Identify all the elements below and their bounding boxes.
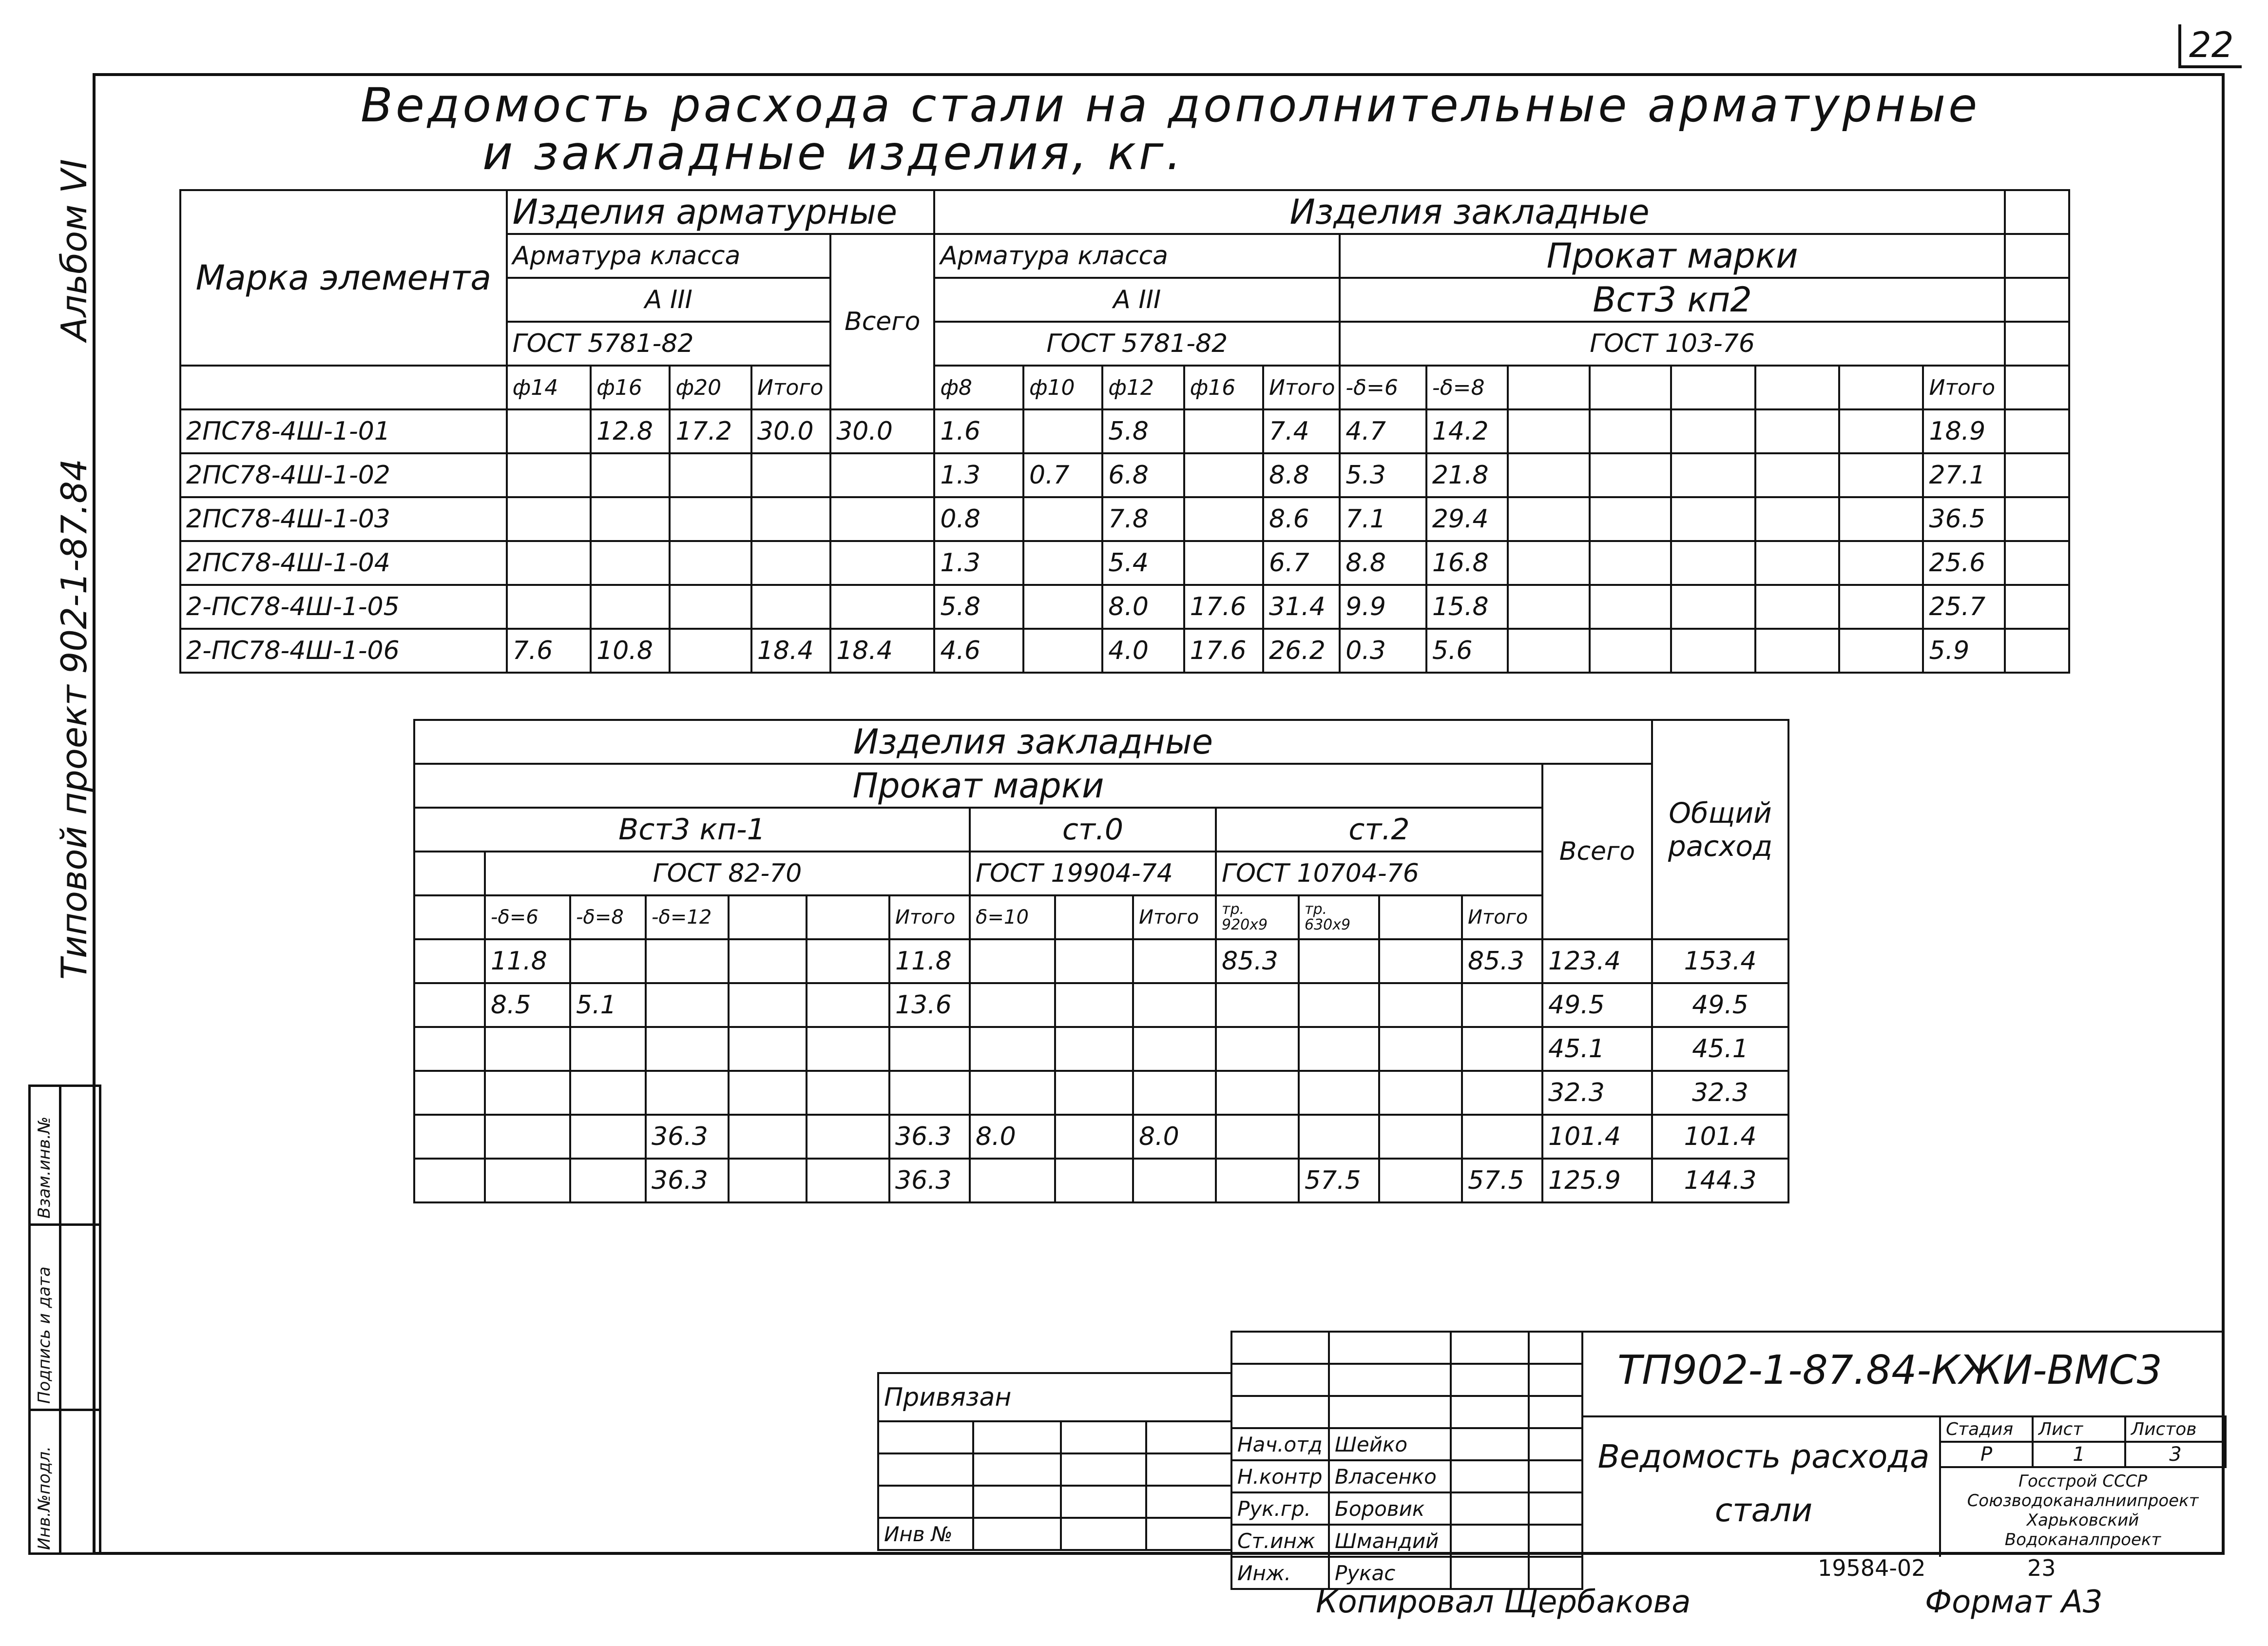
value-cell: 11.8 — [889, 939, 970, 983]
value-cell — [1055, 939, 1133, 983]
value-cell — [1216, 983, 1299, 1027]
col-header: тр. 630х9 — [1299, 895, 1379, 939]
steel-table-lower — [413, 719, 1789, 1203]
rolled-mark-label: Прокат марки — [1340, 234, 2005, 278]
value-cell — [1216, 1115, 1299, 1159]
table-row — [180, 497, 2069, 541]
value-cell — [1216, 1071, 1299, 1115]
value-cell: 17.6 — [1184, 629, 1263, 673]
value-cell — [646, 1071, 729, 1115]
value-cell — [807, 1115, 889, 1159]
value-cell: 8.6 — [1263, 497, 1340, 541]
signature-date-label: Подпись и дата — [35, 1266, 54, 1404]
value-cell — [670, 497, 751, 541]
person: Власенко — [1329, 1460, 1451, 1492]
gost-rebar-label: ГОСТ 5781-82 — [507, 322, 831, 366]
col-header: ф14 — [507, 366, 591, 409]
value-cell — [1462, 1115, 1542, 1159]
value-cell — [807, 1159, 889, 1202]
value-cell — [970, 1027, 1055, 1071]
value-cell: 1.6 — [934, 409, 1023, 453]
value-cell — [507, 453, 591, 497]
person: Боровик — [1329, 1492, 1451, 1525]
value-cell: 85.3 — [1216, 939, 1299, 983]
gost-10704-76: ГОСТ 10704-76 — [1216, 852, 1542, 895]
col-header: ф12 — [1102, 366, 1184, 409]
value-cell — [1299, 1115, 1379, 1159]
value-cell — [591, 453, 670, 497]
table-row — [414, 1027, 1788, 1071]
value-cell: 17.2 — [670, 409, 751, 453]
roles-box — [1230, 1331, 1583, 1590]
mark-cell: 2-ПС78-4Ш-1-05 — [180, 585, 507, 629]
value-cell — [591, 541, 670, 585]
value-cell — [970, 939, 1055, 983]
value-cell: 18.4 — [830, 629, 934, 673]
value-cell — [1379, 983, 1462, 1027]
col-header: Итого — [1133, 895, 1216, 939]
inv-label: Инв.№подл. — [35, 1446, 54, 1550]
rebar-group-header: Изделия арматурные — [507, 190, 935, 234]
gost-rebar-label-2: ГОСТ 5781-82 — [934, 322, 1340, 366]
value-cell — [507, 585, 591, 629]
value-cell — [1023, 541, 1102, 585]
col-header: ф10 — [1023, 366, 1102, 409]
value-cell — [1133, 1027, 1216, 1071]
value-cell: 15.8 — [1426, 585, 1508, 629]
page-number: 22 — [2178, 24, 2242, 68]
gost-rolled-label: ГОСТ 103-76 — [1340, 322, 2005, 366]
value-cell — [591, 585, 670, 629]
value-cell — [1299, 939, 1379, 983]
inv-number-label: Инв № — [878, 1518, 973, 1550]
class-a3-label: А III — [507, 278, 831, 322]
col-header: Итого — [1462, 895, 1542, 939]
bound-label: Привязан — [878, 1373, 1231, 1421]
value-cell — [751, 453, 830, 497]
table-row — [180, 541, 2069, 585]
value-cell: 4.7 — [1340, 409, 1426, 453]
sheet-label: Лист — [2033, 1416, 2125, 1442]
value-cell: 25.6 — [1923, 541, 2004, 585]
value-cell: 45.1 — [1542, 1027, 1652, 1071]
table-row — [180, 453, 2069, 497]
col-header: -δ=6 — [485, 895, 570, 939]
value-cell — [670, 585, 751, 629]
value-cell — [1299, 1027, 1379, 1071]
value-cell: 32.3 — [1542, 1071, 1652, 1115]
value-cell — [570, 1115, 646, 1159]
footer-page: 23 — [2027, 1555, 2056, 1581]
value-cell — [729, 1159, 807, 1202]
role: Рук.гр. — [1231, 1492, 1329, 1525]
value-cell — [1299, 983, 1379, 1027]
value-cell — [485, 1071, 570, 1115]
value-cell: 0.3 — [1340, 629, 1426, 673]
value-cell: 0.7 — [1023, 453, 1102, 497]
value-cell — [670, 541, 751, 585]
value-cell — [1184, 541, 1263, 585]
value-cell: 4.6 — [934, 629, 1023, 673]
table-row — [180, 409, 2069, 453]
mark-cell: 2ПС78-4Ш-1-03 — [180, 497, 507, 541]
value-cell — [1023, 585, 1102, 629]
col-header: ф8 — [934, 366, 1023, 409]
value-cell: 8.8 — [1340, 541, 1426, 585]
value-cell: 6.7 — [1263, 541, 1340, 585]
value-cell: 7.8 — [1102, 497, 1184, 541]
value-cell — [1379, 939, 1462, 983]
value-cell — [970, 1071, 1055, 1115]
value-cell — [1379, 1027, 1462, 1071]
stage-label: Стадия — [1940, 1416, 2033, 1442]
value-cell: 10.8 — [591, 629, 670, 673]
value-cell: 6.8 — [1102, 453, 1184, 497]
value-cell: 101.4 — [1652, 1115, 1788, 1159]
sheets-value: 3 — [2125, 1442, 2226, 1467]
value-cell: 5.9 — [1923, 629, 2004, 673]
value-cell: 36.5 — [1923, 497, 2004, 541]
value-cell: 16.8 — [1426, 541, 1508, 585]
value-cell: 25.7 — [1923, 585, 2004, 629]
title-line-2: и закладные изделия, кг. — [482, 126, 1184, 180]
copied-by: Копировал Щербакова — [1316, 1584, 1691, 1620]
mark-cell: 2-ПС78-4Ш-1-06 — [180, 629, 507, 673]
value-cell — [1133, 1159, 1216, 1202]
value-cell — [570, 1027, 646, 1071]
col-header: -δ=6 — [1340, 366, 1426, 409]
rebar-class-label-2: Арматура класса — [934, 234, 1340, 278]
value-cell — [807, 983, 889, 1027]
value-cell — [646, 1027, 729, 1071]
value-cell — [729, 1027, 807, 1071]
mark-cell: 2ПС78-4Ш-1-01 — [180, 409, 507, 453]
value-cell: 5.4 — [1102, 541, 1184, 585]
value-cell — [1216, 1159, 1299, 1202]
value-cell — [830, 541, 934, 585]
col-header: ф16 — [1184, 366, 1263, 409]
sheets-label: Листов — [2125, 1416, 2226, 1442]
mark-st0: ст.0 — [970, 808, 1216, 852]
value-cell — [1379, 1071, 1462, 1115]
value-cell — [1462, 1071, 1542, 1115]
table-row — [180, 629, 2069, 673]
value-cell — [1184, 409, 1263, 453]
project-label: Типовой проект 902-1-87.84 — [54, 459, 95, 980]
rolled-mark-label: Прокат марки — [414, 764, 1542, 808]
value-cell: 0.8 — [934, 497, 1023, 541]
value-cell — [1055, 1027, 1133, 1071]
value-cell: 18.9 — [1923, 409, 2004, 453]
stage-value: Р — [1940, 1442, 2033, 1467]
table-row — [414, 983, 1788, 1027]
value-cell — [1055, 1115, 1133, 1159]
album-label: Альбом VI — [54, 159, 95, 341]
value-cell: 27.1 — [1923, 453, 2004, 497]
sheet-info — [1939, 1415, 2227, 1468]
table-row — [414, 939, 1788, 983]
drawing-number: 19584-02 — [1818, 1555, 1926, 1581]
col-header: ф16 — [591, 366, 670, 409]
value-cell — [807, 939, 889, 983]
value-cell — [1216, 1027, 1299, 1071]
value-cell — [889, 1027, 970, 1071]
overall-header: Общий расход — [1652, 720, 1788, 939]
value-cell: 5.8 — [934, 585, 1023, 629]
value-cell — [570, 1071, 646, 1115]
value-cell: 144.3 — [1652, 1159, 1788, 1202]
value-cell: 4.0 — [1102, 629, 1184, 673]
person: Рукас — [1329, 1557, 1451, 1589]
value-cell — [1133, 1071, 1216, 1115]
value-cell: 36.3 — [889, 1115, 970, 1159]
value-cell: 29.4 — [1426, 497, 1508, 541]
value-cell — [1184, 497, 1263, 541]
value-cell — [729, 939, 807, 983]
value-cell — [1055, 1159, 1133, 1202]
gost-19904-74: ГОСТ 19904-74 — [970, 852, 1216, 895]
person: Шмандий — [1329, 1525, 1451, 1557]
value-cell: 85.3 — [1462, 939, 1542, 983]
value-cell: 7.4 — [1263, 409, 1340, 453]
value-cell: 11.8 — [485, 939, 570, 983]
value-cell: 57.5 — [1299, 1159, 1379, 1202]
steel-mark-label: Вст3 кп2 — [1340, 278, 2005, 322]
value-cell — [1023, 497, 1102, 541]
value-cell — [830, 453, 934, 497]
replace-inv-label: Взам.инв.№ — [35, 1116, 54, 1219]
value-cell — [1379, 1159, 1462, 1202]
col-header: Итого — [1263, 366, 1340, 409]
value-cell: 17.6 — [1184, 585, 1263, 629]
value-cell — [1055, 983, 1133, 1027]
side-stamp-boxes — [28, 1084, 101, 1555]
value-cell: 1.3 — [934, 541, 1023, 585]
value-cell — [485, 1159, 570, 1202]
title-line-1: Ведомость расхода стали на дополнительные арматурные — [361, 78, 1980, 133]
value-cell: 32.3 — [1652, 1071, 1788, 1115]
value-cell — [1379, 1115, 1462, 1159]
col-header: Итого — [889, 895, 970, 939]
col-header: -δ=8 — [1426, 366, 1508, 409]
value-cell: 153.4 — [1652, 939, 1788, 983]
organization: Госстрой СССР Союзводоканалниипроект Харьковский Водоканалпроект — [1967, 1472, 2199, 1549]
value-cell — [485, 1027, 570, 1071]
value-cell: 8.5 — [485, 983, 570, 1027]
value-cell — [670, 629, 751, 673]
role: Ст.инж — [1231, 1525, 1329, 1557]
mark-header: Марка элемента — [180, 190, 507, 366]
value-cell: 8.0 — [1102, 585, 1184, 629]
value-cell — [591, 497, 670, 541]
class-a3-label-2: А III — [934, 278, 1340, 322]
value-cell: 49.5 — [1542, 983, 1652, 1027]
document-code: ТП902-1-87.84-КЖИ-ВМС3 — [1617, 1347, 2162, 1394]
value-cell: 30.0 — [751, 409, 830, 453]
value-cell — [1055, 1071, 1133, 1115]
person: Шейко — [1329, 1428, 1451, 1460]
table-row — [414, 1071, 1788, 1115]
value-cell — [646, 939, 729, 983]
value-cell: 36.3 — [646, 1115, 729, 1159]
value-cell — [830, 497, 934, 541]
mark-vst3kp1: Вст3 кп-1 — [414, 808, 970, 852]
table-row — [414, 1159, 1788, 1202]
value-cell: 12.8 — [591, 409, 670, 453]
table-row — [414, 1115, 1788, 1159]
value-cell: 1.3 — [934, 453, 1023, 497]
total-header: Всего — [830, 234, 934, 409]
embedded-group-header: Изделия закладные — [414, 720, 1652, 764]
col-header: δ=10 — [970, 895, 1055, 939]
value-cell: 13.6 — [889, 983, 970, 1027]
value-cell — [1133, 983, 1216, 1027]
value-cell — [729, 1115, 807, 1159]
value-cell: 125.9 — [1542, 1159, 1652, 1202]
gost-82-70: ГОСТ 82-70 — [485, 852, 970, 895]
value-cell: 14.2 — [1426, 409, 1508, 453]
value-cell: 45.1 — [1652, 1027, 1788, 1071]
rebar-class-label: Арматура класса — [507, 234, 831, 278]
value-cell: 26.2 — [1263, 629, 1340, 673]
value-cell — [1184, 453, 1263, 497]
binding-box — [877, 1372, 1232, 1551]
document-title: Ведомость расхода стали — [1597, 1438, 1930, 1529]
value-cell: 7.1 — [1340, 497, 1426, 541]
paper-format: Формат А3 — [1925, 1584, 2103, 1620]
value-cell: 5.8 — [1102, 409, 1184, 453]
stamp-right — [1581, 1331, 2225, 1555]
value-cell — [507, 541, 591, 585]
col-header: Итого — [751, 366, 830, 409]
value-cell — [889, 1071, 970, 1115]
value-cell — [1133, 939, 1216, 983]
col-header: тр. 920х9 — [1216, 895, 1299, 939]
value-cell — [1462, 983, 1542, 1027]
value-cell — [507, 497, 591, 541]
table-row — [180, 585, 2069, 629]
col-header: -δ=8 — [570, 895, 646, 939]
value-cell: 31.4 — [1263, 585, 1340, 629]
col-header: -δ=12 — [646, 895, 729, 939]
role: Инж. — [1231, 1557, 1329, 1589]
value-cell — [751, 497, 830, 541]
value-cell: 9.9 — [1340, 585, 1426, 629]
mark-st2: ст.2 — [1216, 808, 1542, 852]
value-cell — [1299, 1071, 1379, 1115]
steel-table-upper — [179, 189, 2070, 674]
value-cell: 21.8 — [1426, 453, 1508, 497]
value-cell — [751, 541, 830, 585]
value-cell: 36.3 — [889, 1159, 970, 1202]
value-cell — [830, 585, 934, 629]
role: Н.контр — [1231, 1460, 1329, 1492]
value-cell — [670, 453, 751, 497]
value-cell: 5.1 — [570, 983, 646, 1027]
value-cell: 7.6 — [507, 629, 591, 673]
col-header: ф20 — [670, 366, 751, 409]
value-cell: 101.4 — [1542, 1115, 1652, 1159]
value-cell — [729, 983, 807, 1027]
value-cell: 8.0 — [1133, 1115, 1216, 1159]
value-cell — [570, 1159, 646, 1202]
value-cell: 5.3 — [1340, 453, 1426, 497]
value-cell: 57.5 — [1462, 1159, 1542, 1202]
total-header: Всего — [1542, 764, 1652, 939]
value-cell: 8.0 — [970, 1115, 1055, 1159]
value-cell — [807, 1027, 889, 1071]
mark-cell: 2ПС78-4Ш-1-02 — [180, 453, 507, 497]
value-cell — [485, 1115, 570, 1159]
value-cell — [507, 409, 591, 453]
mark-cell: 2ПС78-4Ш-1-04 — [180, 541, 507, 585]
value-cell: 30.0 — [830, 409, 934, 453]
value-cell — [970, 1159, 1055, 1202]
value-cell — [1023, 409, 1102, 453]
value-cell: 18.4 — [751, 629, 830, 673]
value-cell: 123.4 — [1542, 939, 1652, 983]
value-cell: 5.6 — [1426, 629, 1508, 673]
value-cell — [751, 585, 830, 629]
value-cell: 49.5 — [1652, 983, 1788, 1027]
value-cell — [970, 983, 1055, 1027]
value-cell — [807, 1071, 889, 1115]
sheet-value: 1 — [2033, 1442, 2125, 1467]
role: Нач.отд — [1231, 1428, 1329, 1460]
value-cell: 8.8 — [1263, 453, 1340, 497]
col-header: Итого — [1923, 366, 2004, 409]
value-cell — [1023, 629, 1102, 673]
value-cell: 36.3 — [646, 1159, 729, 1202]
embedded-group-header: Изделия закладные — [934, 190, 2005, 234]
value-cell — [1462, 1027, 1542, 1071]
value-cell — [729, 1071, 807, 1115]
value-cell — [570, 939, 646, 983]
value-cell — [646, 983, 729, 1027]
